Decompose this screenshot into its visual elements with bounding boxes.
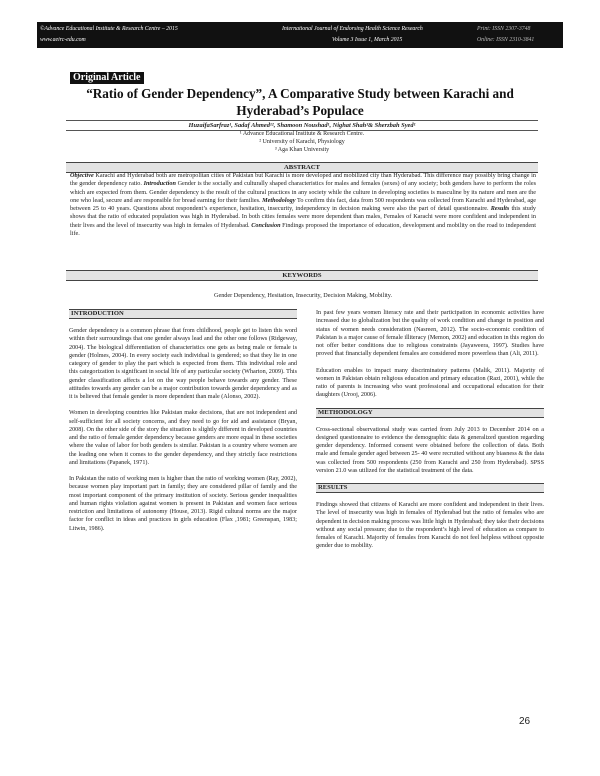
introduction-text: Gender is the socially and culturally shaped characteristics for males and females (sexes) of any society; both genders have to perform the roles which are expected from them. Gender dependency is the result of the cultural practices in any society while the culture in developing societies is masculine by its nature and men are the one who lead, secure and are responsible for bread earning for their families. xyxy=(70,180,536,204)
conclusion-text: Findings proposed the importance of education, development and mobility on the road to independent life. xyxy=(70,221,536,238)
right-column xyxy=(316,309,544,559)
conclusion-label: Conclusion xyxy=(251,221,281,229)
results-text: this study shows that the ratio of educated population was high in Hyderabad. In both cities females were more dependent than males, Females of Karachi were more confident and independent in their lives and the level of insecurity was high in females of Hyderabad. xyxy=(70,205,536,229)
objective-text: Karachi and Hyderabad both are metropolitan cities of Pakistan but Karachi is more developed and mobilized city than Hyderabad. This difference may possibly bring change in the gender dependency ratio. xyxy=(70,172,536,188)
affiliation-3: ³ Aga Khan University xyxy=(274,147,330,153)
intro-paragraph-4: In past few years women literacy rate and their participation in economic activities have increased due to globalization but the quality of work condition and change in position and status of women needs consideration (Nasreen, 2012). The socio-economic condition of Pakistan is a major cause of female illiteracy (Memon, 2002) and education in this region do not offer better conditions due to religious constraints (Jayaweera, 1997). Studies have proved that financially dependent females are considered more powerless than (Ali, 2011). xyxy=(316,310,544,358)
methodology-heading: METHODOLOGY xyxy=(316,408,544,418)
issue-info: Volume 3 Issue 1, March 2015 xyxy=(332,37,403,43)
intro-paragraph-3: In Pakistan the ratio of working men is higher than the ratio of working women (Ray, 2002), because women play important part in family; they are considered pillar of family and the most important component of the primary institution of society. Serious gender inequalities and human rights violation against women is present in Pakistan and women face serious restriction and limitations of autonomy (House, 2013). Rigid cultural norms are the major factor for conflict in ideas and practices in girls education (Flax ,1981; Greenspan, 1983; Litwin, 1986). xyxy=(69,476,297,532)
results-label: Results xyxy=(490,205,510,213)
journal-name: International Journal of Endorsing Health Science Research xyxy=(282,26,423,32)
affiliation-1: ¹ Advance Educational Institute & Research Centre. xyxy=(239,131,365,137)
online-issn: Online: ISSN 2310-3841 xyxy=(477,37,535,43)
website-link[interactable]: www.aeirc-edu.com xyxy=(40,37,86,43)
methodology-text: To confirm this fact, data from 500 respondents was collected from Karachi and Hyderabad, age between 25 to 40 years. Questions about respondent’s experience, hesitation, insecurity, independency in decision making were also the part of detail questionnaire. xyxy=(70,196,536,213)
abstract-body xyxy=(70,172,536,238)
abstract-heading: ABSTRACT xyxy=(66,162,538,173)
intro-paragraph-5: Education enables to impact many discriminatory patterns (Malik, 2011). Majority of women in Pakistan obtain religious education and primary education (Razi, 2001), while the ratio of parents is increasing who want professional and occupational education for their daughters (Urooj, 2006). xyxy=(316,367,544,399)
results-heading: RESULTS xyxy=(316,483,544,493)
print-issn: Print: ISSN 2307-3748 xyxy=(477,26,531,32)
keywords-text: Gender Dependency, Hesitation, Insecurity, Decision Making, Mobility. xyxy=(213,292,392,299)
introduction-label: Introduction xyxy=(143,180,176,188)
article-title: “Ratio of Gender Dependency”, A Comparative Study between Karachi and Hyderabad’s Populace xyxy=(86,86,514,118)
intro-paragraph-1: Gender dependency is a common phrase that from childhood, people get to listen this word within their surroundings that one gender always lead and the other one follows (Ridgeway, 2004). The biological differentiation of characteristics one gets as being male or female is gender (Holmes, 2004). In every society each individual is gendered; so that they lie in one category of gender to play the part which is expected from them. This individual role and this categorization is significant in social life of any particular society (Wharton, 2009). This gender classification affects a lot on the way people behave towards any gender. These attitudes towards any gender can be a major contribution towards gender dependency and as it is believed that female gender is more dependent than male (Alonso, 2002). xyxy=(69,328,297,400)
methodology-paragraph: Cross-sectional observational study was carried from July 2013 to December 2014 on a designed questionnaire to evidence the demographic data & generalized question regarding gender dependency. Informed consent were obtained before the collection of data. Both male and female gender aged between 25- 40 were recruited without any biasness & the data was collected from 500 respondents (250 from Karachi and 250 from Hyderabad). SPSS version 21.0 was utilized for the statistical treatment of the data. xyxy=(316,426,544,474)
author-list: HuzaifaSarfraz¹, Sadaf Ahmed¹², Shamoon Noushad¹, Nighat Shah³& Sherzbah Syed¹ xyxy=(66,120,538,131)
publisher-text: ©Advance Educational Institute & Research Centre – 2015 xyxy=(40,26,178,32)
methodology-label: Methodology xyxy=(262,196,296,204)
objective-label: Objective xyxy=(70,172,94,179)
affiliations xyxy=(66,130,538,154)
results-paragraph: Findings showed that citizens of Karachi are more confident and independent in their lives. The level of insecurity was high in females of Hyderabad but the ratio of females who are dependent in decision making process was little high in Hyderabad; they take their decisions without any social pressure; due to the respondent’s high level of education as compare to females of Karachi. Majority of females from Karachi do not feel helpless without opposite gender due to mobility. xyxy=(316,502,544,550)
affiliation-2: ² University of Karachi, Physiology xyxy=(259,139,345,145)
intro-paragraph-2: Women in developing countries like Pakistan make decisions, that are not independent and self-sufficient for all society concerns, and they need to go for aid and assistance (Bryan, 2008). On the other side of the story the situation is slightly different in developed countries and the ratio of female gender dependency because genders are more equal in these societies where the value of labor for both genders is similar. Pakistan is a country where women are the leading one when it comes to the gender dependency, and they strictly face restrictions and limitations (Papanek, 1971). xyxy=(69,410,297,466)
left-column xyxy=(69,309,297,541)
journal-banner xyxy=(37,22,563,48)
article-type-label: Original Article xyxy=(70,72,144,84)
introduction-heading: INTRODUCTION xyxy=(69,309,297,319)
page-number: 26 xyxy=(519,716,531,727)
keywords-heading: KEYWORDS xyxy=(66,270,538,281)
